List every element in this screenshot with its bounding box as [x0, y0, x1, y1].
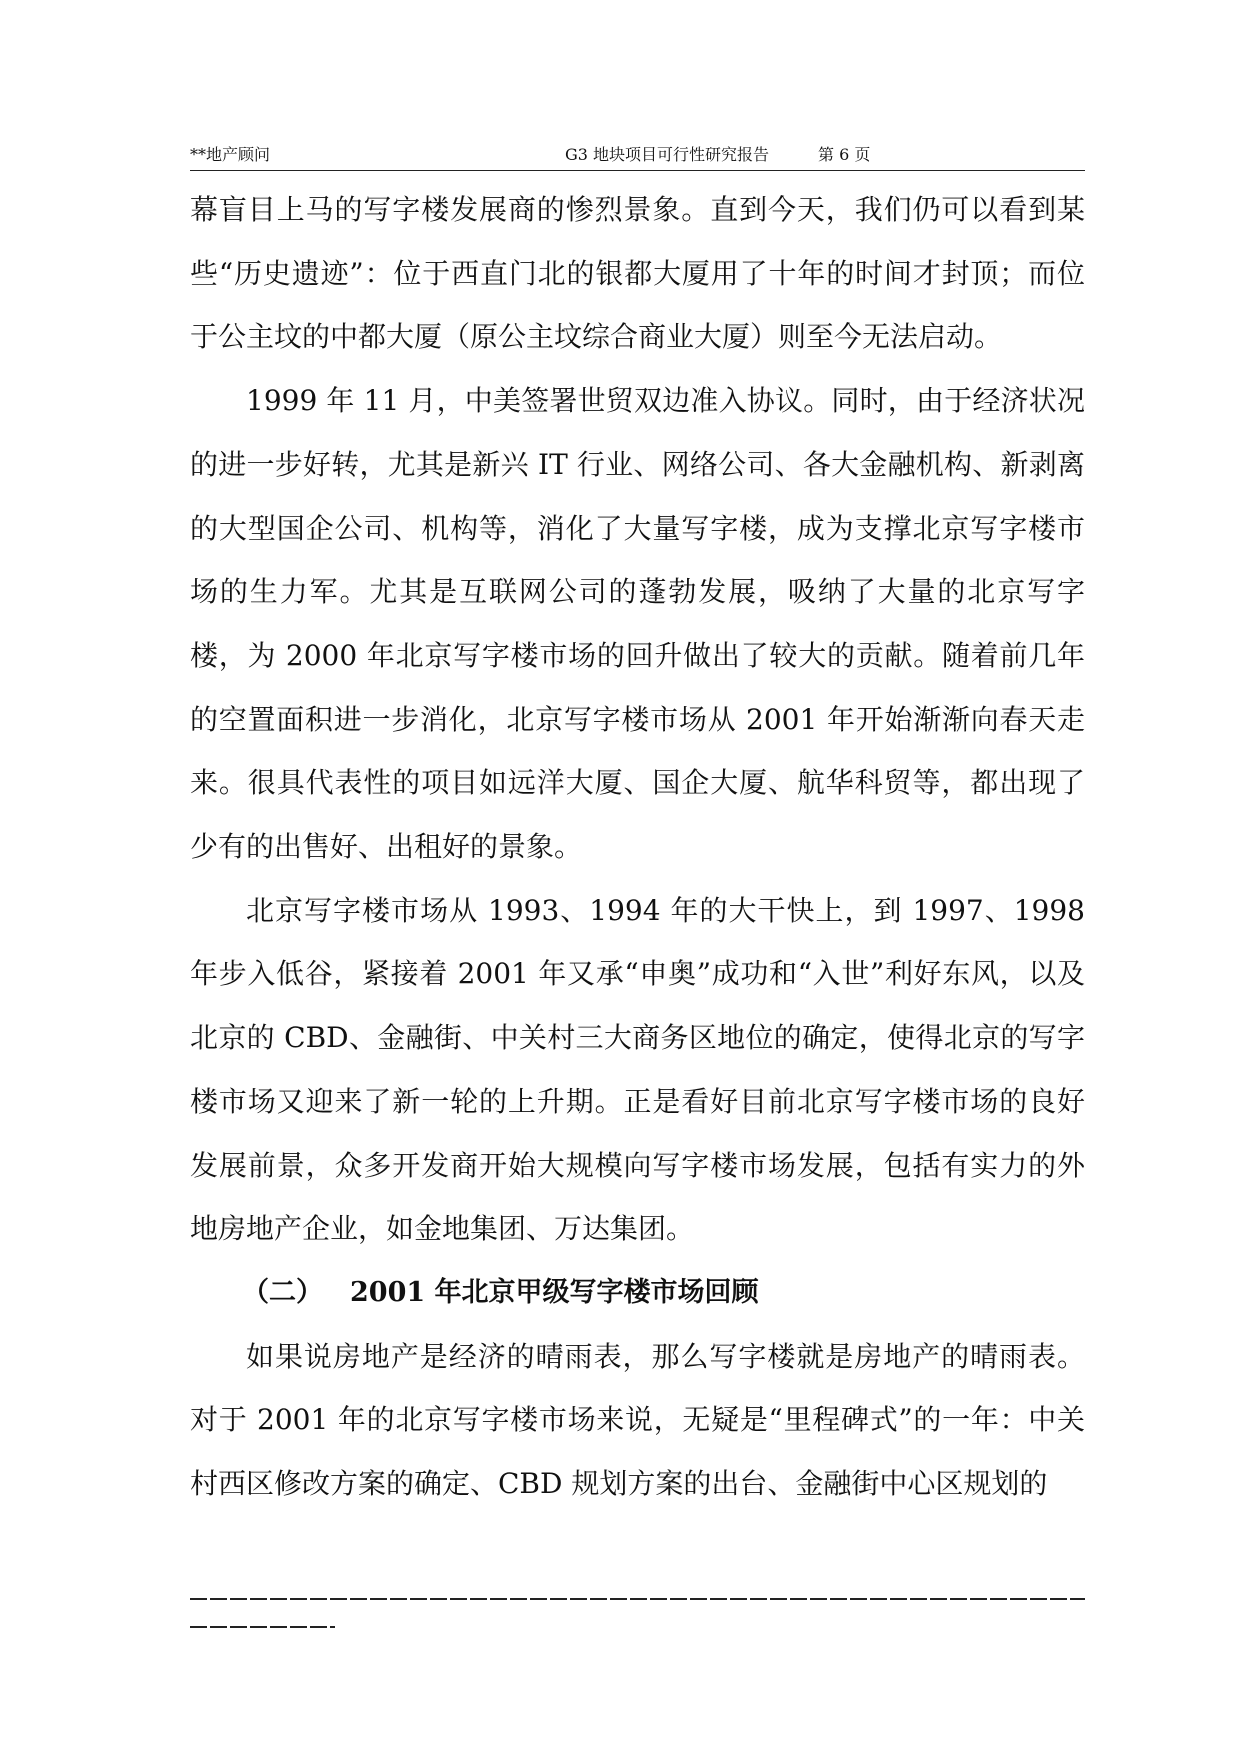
section-heading: [190, 1261, 1085, 1325]
header-company: **地产顾问: [190, 145, 271, 164]
paragraph: 北京写字楼市场从 1993、1994 年的大干快上，到 1997、1998 年步入低谷，紧接着 2001 年又承“申奥”成功和“入世”利好东风，以及北京的 CBD、金融街、中关村三大商务区地位的确定，使得北京的写字楼市场又迎来了新一轮的上升期。正是看好目前北京写字楼市场的良好发展前景，众多开发商开始大规模向写字楼市场发展，包括有实力的外地房地产企业，如金地集团、万达集团。: [190, 893, 1085, 1246]
header-report-title: G3 地块项目可行性研究报告: [565, 145, 770, 164]
header-page-number: 第 6 页: [818, 145, 871, 164]
footer-dash-line: [190, 1626, 335, 1628]
page-header: [190, 140, 1085, 171]
section-title: 2001 年北京甲级写字楼市场回顾: [350, 1276, 759, 1308]
paragraph: 1999 年 11 月，中美签署世贸双边准入协议。同时，由于经济状况的进一步好转，尤其是新兴 IT 行业、网络公司、各大金融机构、新剥离的大型国企公司、机构等，消化了大量写字楼，成为支撑北京写字楼市场的生力军。尤其是互联网公司的蓬勃发展，吸纳了大量的北京写字楼，为 2000 年北京写字楼市场的回升做出了较大的贡献。随着前几年的空置面积进一步消化，北京写字楼市场从 2001 年开始渐渐向春天走来。很具代表性的项目如远洋大厦、国企大厦、航华科贸等，都出现了少有的出售好、出租好的景象。: [190, 384, 1085, 864]
footer-rule: [190, 1588, 1085, 1628]
paragraph: 如果说房地产是经济的晴雨表，那么写字楼就是房地产的晴雨表。对于 2001 年的北京写字楼市场来说，无疑是“里程碑式”的一年：中关村西区修改方案的确定、CBD 规划方案的出台、金融街中心区规划的: [190, 1339, 1085, 1501]
paragraph-continued: 幕盲目上马的写字楼发展商的惨烈景象。直到今天，我们仍可以看到某些“历史遗迹”：位于西直门北的银都大厦用了十年的时间才封顶；而位于公主坟的中都大厦（原公主坟综合商业大厦）则至今无法启动。: [190, 193, 1085, 354]
document-body: [190, 178, 1085, 1516]
section-number: （二）: [242, 1276, 323, 1308]
footer-dash-line: [190, 1598, 1085, 1600]
